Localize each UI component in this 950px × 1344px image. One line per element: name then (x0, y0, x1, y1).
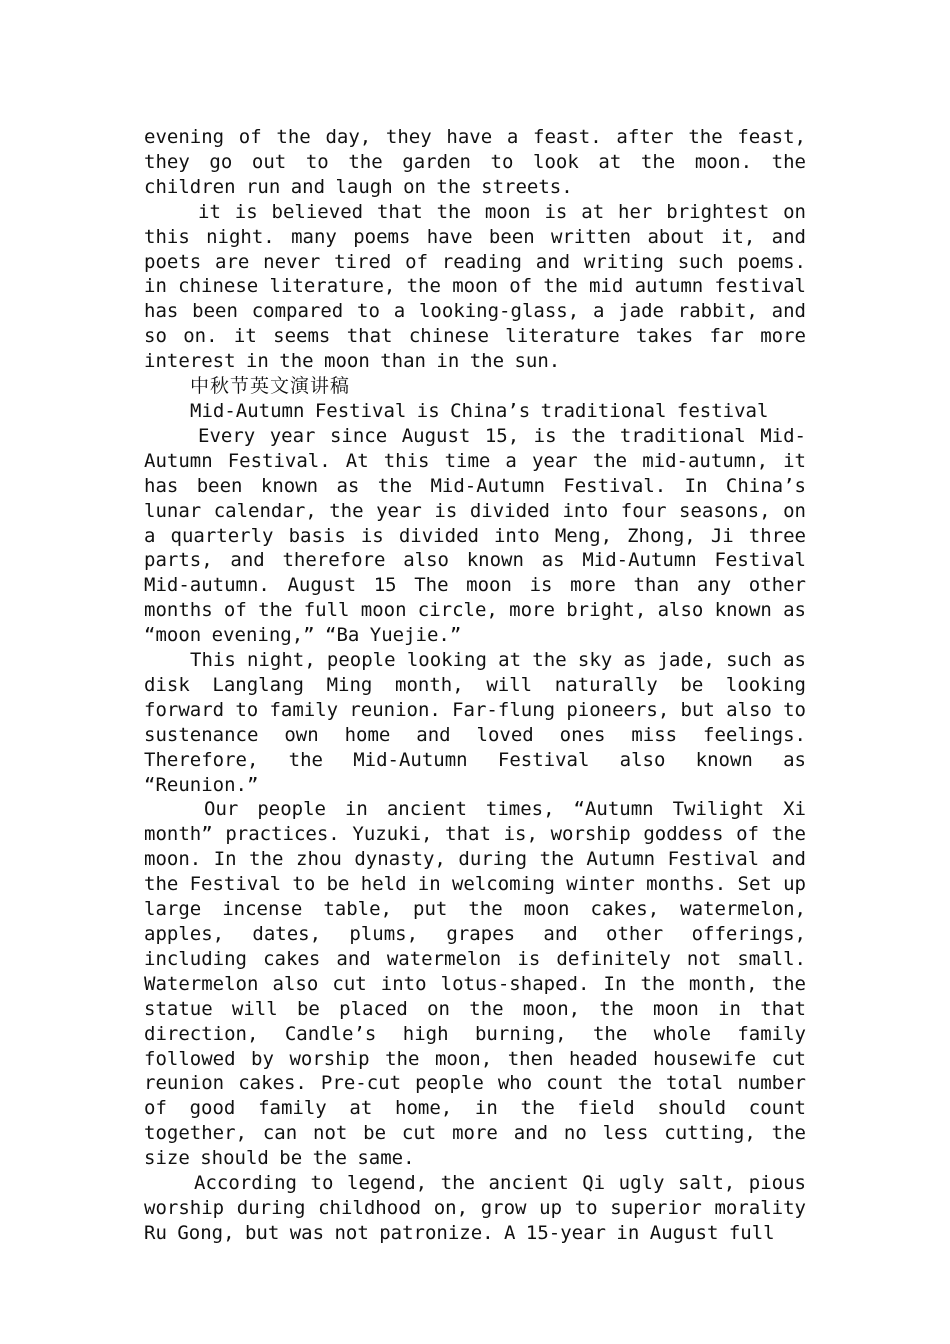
paragraph-feast: evening of the day, they have a feast. after the feast, they go out to the garden to look at the moon. the children run and laugh on the streets. (144, 126, 806, 198)
paragraph-brightest-moon: it is believed that the moon is at her brightest on this night. many poems have been written about it, and poets are never tired of reading and writing such poems. in chinese literature, the moon of the mid autumn festival has been compared to a looking-glass, a jade rabbit, and so on. it seems that chinese literature takes far more interest in the moon than in the sun. (144, 200, 806, 373)
speech-subtitle: Mid-Autumn Festival is China’s traditional festival (190, 399, 769, 422)
paragraph-reunion: This night, people looking at the sky as jade, such as disk Langlang Ming month, will naturally be looking forward to family reunion. Far-flung pioneers, but also to sustenance own home and loved ones miss feelings. Therefore, the Mid-Autumn Festival also known as “Reunion.” (144, 649, 806, 796)
paragraph-ancient-times: Our people in ancient times, “Autumn Twilight Xi month” practices. Yuzuki, that is, worship goddess of the moon. In the zhou dynasty, during the Autumn Festival and the Festival to be held in welcoming winter months. Set up large incense table, put the moon cakes, watermelon, apples, dates, plums, grapes and other offerings, including cakes and watermelon is definitely not small. Watermelon also cut into lotus-shaped. In the month, the statue will be placed on the moon, the moon in that direction, Candle’s high burning, the whole family followed by worship the moon, then headed housewife cut reunion cakes. Pre-cut people who count the total number of good family at home, in the field should count together, can not be cut more and no less cutting, the size should be the same. (144, 798, 806, 1170)
speech-title-chinese: 中秋节英文演讲稿 (190, 375, 351, 398)
document-page (144, 125, 806, 1246)
paragraph-legend: According to legend, the ancient Qi ugly salt, pious worship during childhood on, grow up to superior morality Ru Gong, but was not patronize. A 15-year in August full (144, 1172, 806, 1244)
paragraph-august-15: Every year since August 15, is the traditional Mid-Autumn Festival. At this time a year the mid-autumn, it has been known as the Mid-Autumn Festival. In China’s lunar calendar, the year is divided into four seasons, on a quarterly basis is divided into Meng, Zhong, Ji three parts, and therefore also known as Mid-Autumn Festival Mid-autumn. August 15 The moon is more than any other months of the full moon circle, more bright, also known as “moon evening,” “Ba Yuejie.” (144, 424, 806, 647)
